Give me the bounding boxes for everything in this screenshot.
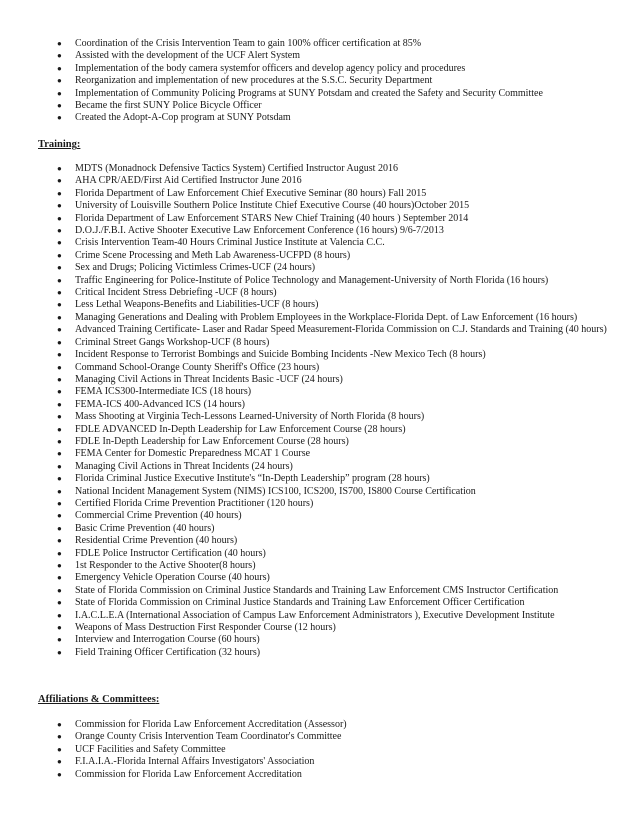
list-item-text: 1st Responder to the Active Shooter(8 hours) bbox=[75, 560, 256, 571]
list-item bbox=[0, 486, 638, 498]
list-item bbox=[0, 647, 638, 659]
list-item bbox=[0, 163, 638, 175]
list-item bbox=[0, 610, 638, 622]
experience-bullet-list bbox=[0, 38, 638, 125]
bullet-icon: ● bbox=[57, 226, 62, 236]
list-item-text: Basic Crime Prevention (40 hours) bbox=[75, 522, 215, 534]
list-item-text: F.I.A.I.A.-Florida Internal Affairs Investigators' Association bbox=[75, 756, 315, 768]
bullet-icon: ● bbox=[57, 312, 62, 322]
training-heading: Training: bbox=[38, 139, 81, 150]
bullet-icon: ● bbox=[57, 610, 62, 620]
list-item-text: Less Lethal Weapons-Benefits and Liabilities-UCF (8 hours) bbox=[75, 299, 319, 311]
list-item-text: State of Florida Commission on Criminal Justice Standards and Training Law Enforcement Officer Certification bbox=[75, 597, 525, 609]
list-item bbox=[0, 473, 638, 485]
list-item-text: Florida Criminal Justice Executive Institute's “In-Depth Leadership” program (28 hours) bbox=[75, 473, 430, 485]
list-item bbox=[0, 634, 638, 646]
list-item-text: Commission for Florida Law Enforcement Accreditation (Assessor) bbox=[75, 719, 347, 730]
list-item: ● Became the first SUNY Police Bicycle Officer bbox=[57, 100, 262, 112]
list-item bbox=[0, 349, 638, 361]
bullet-icon: ● bbox=[57, 436, 62, 446]
list-item bbox=[0, 374, 638, 386]
bullet-icon: ● bbox=[57, 449, 62, 459]
bullet-icon: ● bbox=[57, 176, 62, 186]
list-item bbox=[0, 560, 638, 572]
list-item bbox=[0, 756, 638, 768]
list-item-text: Sex and Drugs; Policing Victimless Crimes-UCF (24 hours) bbox=[75, 262, 316, 274]
bullet-icon: ● bbox=[57, 548, 62, 558]
bullet-icon: ● bbox=[57, 213, 62, 223]
list-item-text: Advanced Training Certificate- Laser and Radar Speed Measurement-Florida Commission on C.J. Standards and Training (40 hours) bbox=[75, 324, 607, 336]
bullet-icon: ● bbox=[57, 461, 62, 471]
bullet-icon: ● bbox=[57, 744, 62, 754]
list-item-text: Managing Civil Actions in Threat Incidents Basic -UCF (24 hours) bbox=[75, 373, 343, 385]
list-item bbox=[0, 225, 638, 237]
list-item bbox=[0, 436, 638, 448]
list-item: ● Reorganization and implementation of new procedures at the S.S.C. Security Department bbox=[57, 75, 433, 87]
list-item bbox=[0, 510, 638, 522]
bullet-icon: ● bbox=[57, 350, 62, 360]
list-item bbox=[0, 362, 638, 374]
list-item-text: State of Florida Commission on Criminal Justice Standards and Training Law Enforcement CMS Instructor Certification bbox=[75, 584, 559, 596]
list-item-text: FEMA Center for Domestic Preparedness MCAT 1 Course bbox=[75, 448, 311, 460]
list-item-text: Crime Scene Processing and Meth Lab Awareness-UCFPD (8 hours) bbox=[75, 249, 351, 261]
list-item-text: Commission for Florida Law Enforcement Accreditation bbox=[75, 768, 302, 780]
list-item bbox=[0, 411, 638, 423]
list-item bbox=[0, 744, 638, 756]
bullet-icon: ● bbox=[57, 288, 62, 298]
list-item bbox=[0, 572, 638, 584]
list-item-text: Critical Incident Stress Debriefing -UCF (8 hours) bbox=[75, 287, 277, 299]
bullet-icon: ● bbox=[57, 387, 62, 397]
list-item bbox=[0, 250, 638, 262]
list-item bbox=[0, 237, 638, 249]
bullet-icon: ● bbox=[57, 399, 62, 409]
bullet-icon: ● bbox=[57, 51, 62, 61]
bullet-icon: ● bbox=[57, 39, 62, 48]
list-item bbox=[0, 175, 638, 187]
list-item-text: FDLE ADVANCED In-Depth Leadership for Law Enforcement Course (28 hours) bbox=[75, 423, 406, 435]
list-item-text: University of Louisville Southern Police Institute Chief Executive Course (40 hours)October 2015 bbox=[75, 200, 470, 212]
list-item: ● Implementation of the body camera systemfor officers and develop agency policy and procedures bbox=[57, 62, 466, 74]
list-item-text: Weapons of Mass Destruction First Responder Course (12 hours) bbox=[75, 622, 336, 634]
bullet-icon: ● bbox=[57, 238, 62, 248]
list-item-text: FDLE Police Instructor Certification (40 hours) bbox=[75, 547, 266, 559]
list-item bbox=[0, 386, 638, 398]
list-item-text: Criminal Street Gangs Workshop-UCF (8 hours) bbox=[75, 336, 270, 348]
list-item-text: Traffic Engineering for Police-Institute of Police Technology and Management-University of North Florida (16 hours) bbox=[75, 274, 549, 286]
list-item-text: UCF Facilities and Safety Committee bbox=[75, 743, 226, 755]
bullet-icon: ● bbox=[57, 561, 62, 570]
bullet-icon: ● bbox=[57, 536, 62, 546]
bullet-icon: ● bbox=[57, 325, 62, 335]
list-item-text: FEMA ICS300-Intermediate ICS (18 hours) bbox=[75, 386, 252, 398]
bullet-icon: ● bbox=[57, 250, 62, 260]
list-item-text: Emergency Vehicle Operation Course (40 hours) bbox=[75, 572, 270, 584]
bullet-icon: ● bbox=[57, 337, 62, 347]
list-item: ● Coordination of the Crisis Intervention Team to gain 100% officer certification at 85% bbox=[57, 38, 422, 49]
bullet-icon: ● bbox=[57, 374, 62, 384]
bullet-icon: ● bbox=[57, 523, 62, 533]
bullet-icon: ● bbox=[57, 511, 62, 521]
list-item: ● Implementation of Community Policing Programs at SUNY Potsdam and created the Safety and Security Committee bbox=[57, 87, 543, 99]
list-item-text: Florida Department of Law Enforcement Chief Executive Seminar (80 hours) Fall 2015 bbox=[75, 187, 427, 199]
list-item-text: MDTS (Monadnock Defensive Tactics System) Certified Instructor August 2016 bbox=[75, 163, 398, 174]
list-item-text: I.A.C.L.E.A (International Association of Campus Law Enforcement Administrators ), Executive Development Institute bbox=[75, 609, 555, 621]
list-item bbox=[0, 337, 638, 349]
list-item-text: Orange County Crisis Intervention Team Coordinator's Committee bbox=[75, 731, 342, 743]
bullet-icon: ● bbox=[57, 498, 62, 508]
list-item bbox=[0, 597, 638, 609]
list-item bbox=[0, 523, 638, 535]
list-item-text: Managing Generations and Dealing with Problem Employees in the Workplace-Florida Dept. of Law Enforcement (16 hours) bbox=[75, 311, 578, 323]
training-bullet-list bbox=[0, 163, 638, 659]
bullet-icon: ● bbox=[57, 635, 62, 645]
list-item-text: FEMA-ICS 400-Advanced ICS (14 hours) bbox=[75, 398, 245, 410]
bullet-icon: ● bbox=[57, 63, 62, 73]
list-item bbox=[0, 585, 638, 597]
list-item-text: Field Training Officer Certification (32 hours) bbox=[75, 646, 261, 658]
bullet-icon: ● bbox=[57, 732, 62, 742]
affiliations-bullet-list bbox=[0, 719, 638, 781]
affiliations-heading: Affiliations & Committees: bbox=[38, 694, 160, 705]
bullet-icon: ● bbox=[57, 113, 62, 123]
list-item bbox=[0, 498, 638, 510]
bullet-icon: ● bbox=[57, 769, 62, 779]
list-item bbox=[0, 262, 638, 274]
bullet-icon: ● bbox=[57, 76, 62, 86]
list-item bbox=[0, 287, 638, 299]
bullet-icon: ● bbox=[57, 757, 62, 767]
list-item bbox=[0, 200, 638, 212]
list-item-text: AHA CPR/AED/First Aid Certified Instructor June 2016 bbox=[75, 175, 302, 187]
bullet-icon: ● bbox=[57, 573, 62, 583]
list-item bbox=[0, 548, 638, 560]
bullet-icon: ● bbox=[57, 164, 62, 173]
list-item bbox=[0, 275, 638, 287]
list-item bbox=[0, 769, 638, 781]
list-item-text: Command School-Orange County Sheriff's Office (23 hours) bbox=[75, 361, 320, 373]
bullet-icon: ● bbox=[57, 101, 62, 111]
list-item bbox=[0, 448, 638, 460]
list-item bbox=[0, 213, 638, 225]
list-item: ● Created the Adopt-A-Cop program at SUNY Potsdam bbox=[57, 112, 291, 124]
list-item bbox=[0, 535, 638, 547]
bullet-icon: ● bbox=[57, 720, 62, 729]
bullet-icon: ● bbox=[57, 598, 62, 608]
list-item bbox=[0, 424, 638, 436]
list-item bbox=[0, 312, 638, 324]
list-item bbox=[0, 324, 638, 336]
bullet-icon: ● bbox=[57, 362, 62, 372]
list-item-text: Interview and Interrogation Course (60 hours) bbox=[75, 634, 260, 646]
list-item bbox=[0, 731, 638, 743]
list-item-text: Certified Florida Crime Prevention Practitioner (120 hours) bbox=[75, 497, 314, 509]
bullet-icon: ● bbox=[57, 188, 62, 198]
bullet-icon: ● bbox=[57, 412, 62, 422]
bullet-icon: ● bbox=[57, 88, 62, 98]
bullet-icon: ● bbox=[57, 486, 62, 496]
list-item bbox=[0, 622, 638, 634]
list-item-text: D.O.J./F.B.I. Active Shooter Executive Law Enforcement Conference (16 hours) 9/6-7/2013 bbox=[75, 225, 444, 237]
bullet-icon: ● bbox=[57, 275, 62, 285]
bullet-icon: ● bbox=[57, 201, 62, 211]
list-item-text: Residential Crime Prevention (40 hours) bbox=[75, 535, 238, 547]
bullet-icon: ● bbox=[57, 623, 62, 633]
list-item-text: Florida Department of Law Enforcement STARS New Chief Training (40 hours ) September 2014 bbox=[75, 212, 469, 224]
list-item: ● Assisted with the development of the UCF Alert System bbox=[57, 50, 300, 62]
list-item bbox=[0, 299, 638, 311]
bullet-icon: ● bbox=[57, 474, 62, 484]
list-item-text: Managing Civil Actions in Threat Incidents (24 hours) bbox=[75, 460, 293, 472]
list-item-text: Incident Response to Terrorist Bombings and Suicide Bombing Incidents -New Mexico Tech (8 hours) bbox=[75, 349, 486, 361]
list-item bbox=[0, 399, 638, 411]
list-item-text: Crisis Intervention Team-40 Hours Criminal Justice Institute at Valencia C.C. bbox=[75, 237, 385, 249]
list-item bbox=[0, 461, 638, 473]
list-item-text: National Incident Management System (NIMS) ICS100, ICS200, IS700, IS800 Course Certification bbox=[75, 485, 476, 497]
list-item-text: Commercial Crime Prevention (40 hours) bbox=[75, 510, 242, 522]
list-item bbox=[0, 188, 638, 200]
list-item-text: FDLE In-Depth Leadership for Law Enforcement Course (28 hours) bbox=[75, 435, 349, 447]
bullet-icon: ● bbox=[57, 585, 62, 595]
bullet-icon: ● bbox=[57, 300, 62, 310]
bullet-icon: ● bbox=[57, 424, 62, 434]
bullet-icon: ● bbox=[57, 647, 62, 657]
bullet-icon: ● bbox=[57, 263, 62, 273]
list-item bbox=[0, 719, 638, 731]
list-item-text: Mass Shooting at Virginia Tech-Lessons Learned-University of North Florida (8 hours) bbox=[75, 411, 425, 423]
